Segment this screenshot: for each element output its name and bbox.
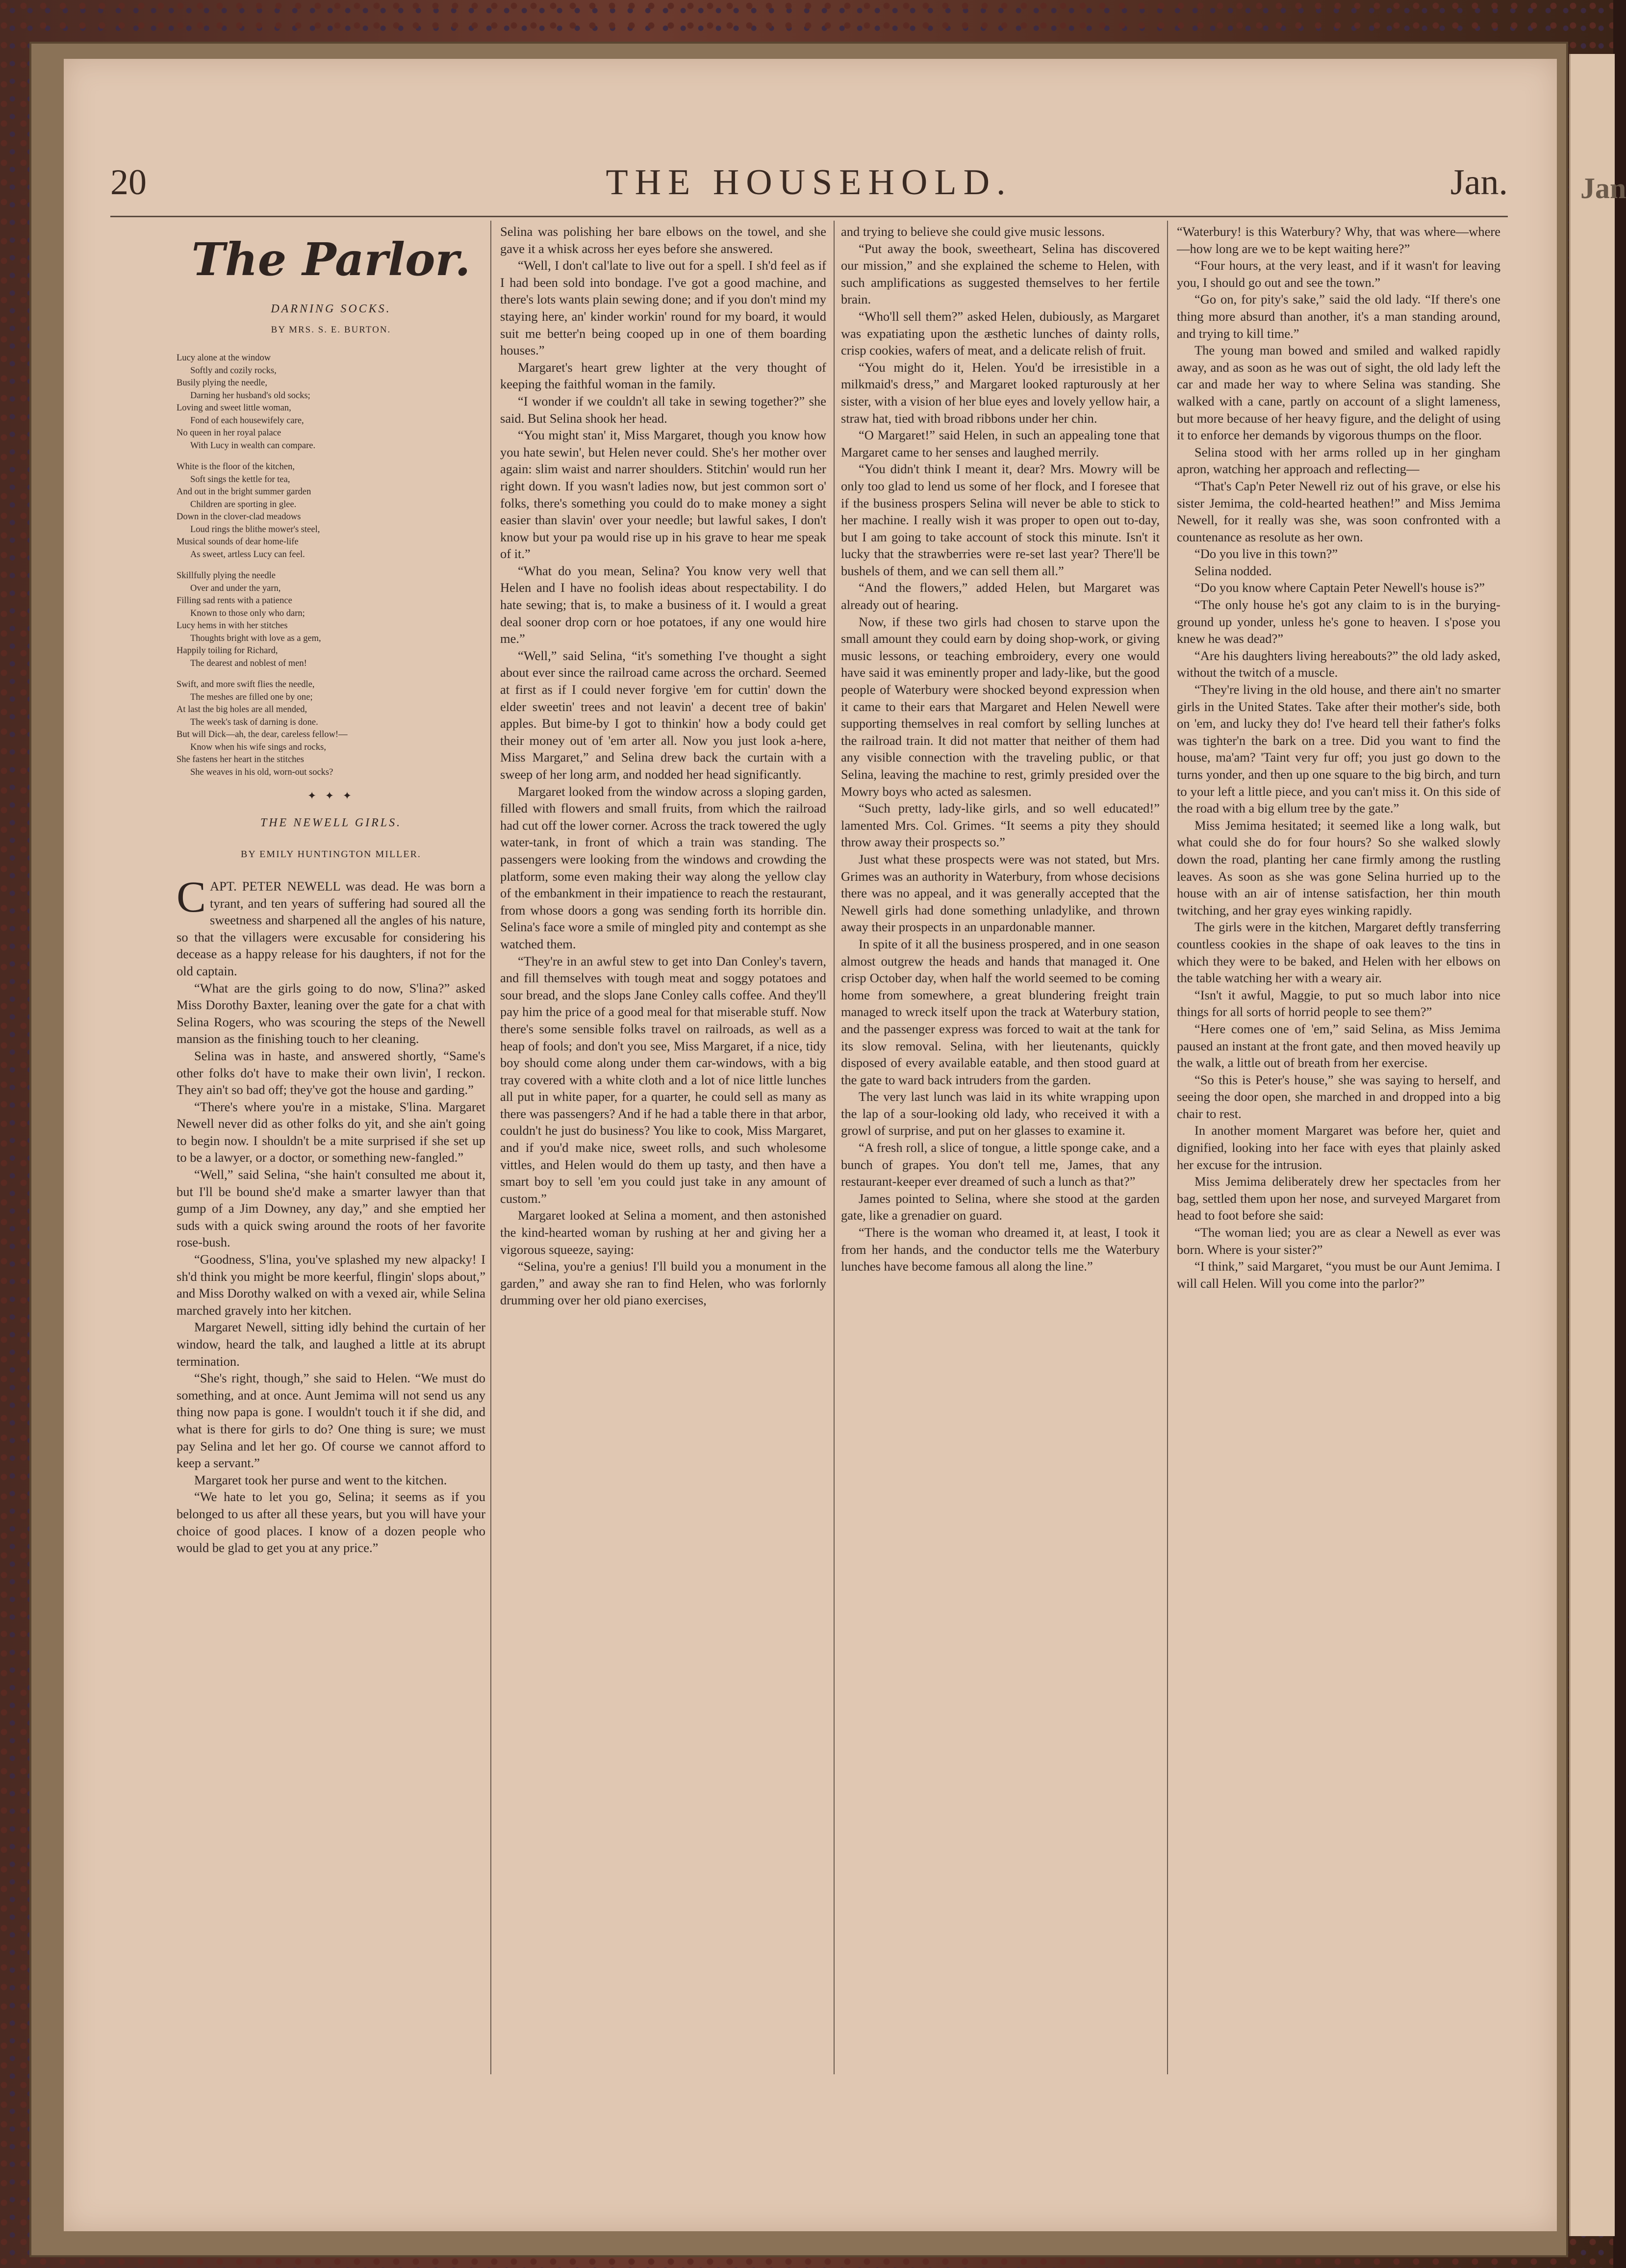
poem-body (177, 352, 485, 779)
paragraph: “That's Cap'n Peter Newell riz out of his grave, or else his sister Jemima, the cold-hearted heathen!” and Miss Jemima Newell, for it really was she, was soon confronted with a countenance as resolute as her own. (1177, 478, 1500, 544)
poem-line: Softly and cozily rocks, (190, 365, 277, 376)
poem-title: DARNING SOCKS. (271, 303, 391, 315)
paragraph: “What do you mean, Selina? You know very well that Helen and I have no foolish ideas about respectability. I do hate sewing; that is, to make a business of it. I would a great deal sooner drop corn or hoe potatoes, if any one would hire me.” (500, 563, 826, 646)
paragraph: “There's where you're in a mistake, S'lina. Margaret Newell never did as other folks do yit, and she ain't going to begin now. I shouldn't be a mite surprised if she set up to be a lawyer, or a doctor, or something new-fangled.” (177, 1099, 485, 1165)
column-divider (490, 221, 491, 2074)
paragraph: “Well, I don't cal'late to live out for a spell. I sh'd feel as if I had been sold into bondage. I've got a good machine, and there's lots wants plain sewing done; and if you don't mind my staying here, an' kinder workin' round for my board, it would suit me better'n being cooped up in one of them boarding houses.” (500, 258, 826, 358)
paragraph: “O Margaret!” said Helen, in such an appealing tone that Margaret came to her senses and laughed merrily. (841, 428, 1160, 459)
paragraph: “They're in an awful stew to get into Dan Conley's tavern, and fill themselves with tough meat and soggy potatoes and sour bread, and the slops Jane Conley calls coffee. And they'll pay him the price of a good meal for that miserable stuff. Now there's some sensible folks travel on railroads, as well as a heap of fools; and don't you see, Miss Margaret, if a nice, tidy boy should come along under them car-windows, with a big tray covered with a white cloth and a lot of nice little lunches all put in white paper, for a quarter, he could sell as many as there was passengers? And if he had a table there in that arbor, couldn't he just do business? You like to cook, Miss Margaret, and if you'd make nice, sweet rolls, and such wholesome vittles, and Helen would do them up tasty, and then have a smart boy to sell 'em you could just take in any amount of custom.” (500, 953, 826, 1206)
paragraph: Margaret's heart grew lighter at the very thought of keeping the faithful woman in the family. (500, 359, 826, 392)
paragraph: Just what these prospects were was not stated, but Mrs. Grimes was an authority in Waterbury, from whose decisions there was no appeal, and it was generally accepted that the Newell girls had done something unladylike, and thrown away their prospects in an unpardonable manner. (841, 851, 1160, 935)
paragraph: “What are the girls going to do now, S'lina?” asked Miss Dorothy Baxter, leaning over the gate for a chat with Selina Rogers, who was scouring the steps of the Newell mansion as the finishing touch to her cleaning. (177, 980, 485, 1046)
paragraph: Miss Jemima deliberately drew her spectacles from her bag, settled them upon her nose, and surveyed Margaret from head to foot before she said: (1177, 1174, 1500, 1223)
paragraph: The very last lunch was laid in its white wrapping upon the lap of a sour-looking old lady, who received it with a growl of surprise, and put on her glasses to examine it. (841, 1089, 1160, 1138)
poem-line: Skillfully plying the needle (177, 571, 276, 581)
poem-line: Fond of each housewifely care, (190, 415, 304, 426)
column-4 (1177, 223, 1500, 1292)
poem-line: The meshes are filled one by one; (190, 692, 313, 702)
poem-line: Children are sporting in glee. (190, 499, 297, 510)
poem-line: And out in the bright summer garden (177, 487, 311, 497)
poem-line: Over and under the yarn, (190, 583, 281, 593)
paragraph: “Go on, for pity's sake,” said the old lady. “If there's one thing more absurd than another, it's a man standing around, and trying to kill time.” (1177, 292, 1500, 341)
paragraph: and trying to believe she could give music lessons. (841, 224, 1105, 239)
poem-line: Loud rings the blithe mower's steel, (190, 524, 320, 535)
poem-stanza (177, 570, 485, 670)
poem-line: Darning her husband's old socks; (190, 390, 310, 401)
paragraph: Selina was in haste, and answered shortly, “Same's other folks do't have to make their own livin', I reckon. They ain't so bad off; they've got the house and garding.” (177, 1048, 485, 1097)
paragraph: “Such pretty, lady-like girls, and so well educated!” lamented Mrs. Col. Grimes. “It seems a pity they should throw away their prospects so.” (841, 801, 1160, 850)
paragraph: In another moment Margaret was before her, quiet and dignified, looking into her face with eyes that plainly asked her excuse for the intrusion. (1177, 1123, 1500, 1172)
paragraph: Selina was polishing her bare elbows on the towel, and she gave it a whisk across her eyes before she answered. (500, 224, 826, 256)
poem-line: Musical sounds of dear home-life (177, 537, 299, 547)
poem-line: At last the big holes are all mended, (177, 705, 307, 715)
poem-line: Lucy alone at the window (177, 353, 271, 363)
paragraph: “Are his daughters living hereabouts?” the old lady asked, without the twitch of a muscle. (1177, 648, 1500, 680)
column-divider (1167, 221, 1168, 2074)
paragraph: “You might do it, Helen. You'd be irresistible in a milkmaid's dress,” and Margaret looked rapturously at her sister, with a vision of her blue eyes and lovely yellow hair, a straw hat, tied with broad ribbons under her chin. (841, 359, 1160, 426)
paragraph: “The woman lied; you are as clear a Newell as ever was born. Where is your sister?” (1177, 1225, 1500, 1257)
story-title: THE NEWELL GIRLS. (260, 816, 402, 829)
poem-author: BY MRS. S. E. BURTON. (271, 324, 391, 335)
story-author: BY EMILY HUNTINGTON MILLER. (241, 849, 421, 860)
poem-line: White is the floor of the kitchen, (177, 462, 295, 472)
paragraph (177, 872, 485, 980)
poem-line: But will Dick—ah, the dear, careless fellow!— (177, 730, 348, 740)
column-3 (841, 223, 1160, 1275)
paragraph: “They're living in the old house, and there ain't no smarter girls in the United States. Take after their mother's side, both on 'em, and lucky they do! I've heard tell their father's folks was tighter'n the bark on a tree. Did you want to find the house, ma'am? 'Taint very fur off; you just go down to the turns yonder, and then up one square to the big birch, and turn to your left a little piece, and you can't miss it. On this side of the road with a big ellum tree by the gate.” (1177, 682, 1500, 816)
poem-line: She fastens her heart in the stitches (177, 755, 304, 765)
paragraph: “A fresh roll, a slice of tongue, a little sponge cake, and a bunch of grapes. You don't tell me, James, that any restaurant-keeper ever dreamed of such a lunch as that?” (841, 1140, 1160, 1189)
paragraph: Miss Jemima hesitated; it seemed like a long walk, but what could she do for four hours? So she walked slowly down the road, planting her cane firmly among the rustling leaves. As soon as she was gone Selina hurried up to the house with an air of intense satisfaction, her thin mouth twitching, and her gray eyes winking rapidly. (1177, 817, 1500, 917)
paragraph: “She's right, though,” she said to Helen. “We must do something, and at once. Aunt Jemima will not send us any thing now papa is gone. I wouldn't touch it if she did, and what is there for girls to do? One thing is sure; we must pay Selina and let her go. Of course we cannot afford to keep a servant.” (177, 1371, 485, 1471)
paragraph: “There is the woman who dreamed it, at least, I took it from her hands, and the conductor tells me the Waterbury lunches have become famous all along the line.” (841, 1225, 1160, 1274)
poem-line: Swift, and more swift flies the needle, (177, 680, 315, 690)
paragraph: “Selina, you're a genius! I'll build you a monument in the garden,” and away she ran to find Helen, who was forlornly drumming over her old piano exercises, (500, 1259, 826, 1308)
poem-line: Soft sings the kettle for tea, (190, 474, 290, 484)
masthead-title: THE HOUSEHOLD. (606, 162, 1013, 203)
poem-line: She weaves in his old, worn-out socks? (190, 767, 333, 777)
paragraph: “Well,” said Selina, “she hain't consulted me about it, but I'll be bound she'd make a smarter lawyer than that gump of a Jim Downey, any day,” and she emptied her suds with a quick swing around the roots of her favorite rose-bush. (177, 1167, 485, 1250)
page-header (110, 162, 1508, 206)
paragraph: Margaret looked from the window across a sloping garden, filled with flowers and small fruits, from which the railroad had cut off the lower corner. Across the track towered the ugly water-tank, in front of which a train was standing. The passengers were looking from the windows and crowding the platform, some even making their way along the yellow clay of the embankment in their impatience to reach the restaurant, from whose doors a gong was sending forth its horrible din. Selina's face wore a smile of mingled pity and contempt as she watched them. (500, 784, 826, 951)
header-rule (110, 216, 1508, 217)
paragraph: “Here comes one of 'em,” said Selina, as Miss Jemima paused an instant at the front gate, and then moved heavily up the walk, a little out of breath from her exercise. (1177, 1021, 1500, 1070)
paragraph: “Waterbury! is this Waterbury? Why, that was where—where—how long are we to be kept waiting here?” (1177, 224, 1500, 256)
poem-line: Busily plying the needle, (177, 378, 267, 388)
poem-line: Loving and sweet little woman, (177, 403, 291, 413)
column-1-text (177, 872, 485, 1556)
poem-line: Thoughts bright with love as a gem, (190, 633, 321, 643)
paragraph: “Do you know where Captain Peter Newell's house is?” (1194, 580, 1485, 595)
paragraph: “Well,” said Selina, “it's something I've thought a sight about ever since the railroad came across the orchard. Seemed at first as if I could never forgive 'em for cuttin' down the elder sweetin' trees and not leavin' a decent tree of bakin' apples. But bime-by I got to thinkin' how a body could get their money out of 'em arter all. Now you just look a-here, Miss Margaret,” and Selina drew back the curtain with a sweep of her long arm, and nodded her head significantly. (500, 648, 826, 782)
paragraph: Margaret Newell, sitting idly behind the curtain of her window, heard the talk, and laughed a little at its abrupt termination. (177, 1320, 485, 1369)
paragraph: “You might stan' it, Miss Margaret, though you know how you hate sewin', but Helen never could. She's her mother over again: slim waist and narrer shoulders. Stitchin' would run her right down. If you wasn't ladies now, but jest common sort o' folks, there's something you could do to make money a sight easier than slavin' over your needle; but lawful sakes, I don't know but your pa would rise up in his grave to hear me speak of it.” (500, 428, 826, 561)
column-2 (500, 223, 826, 1309)
poem-line: With Lucy in wealth can compare. (190, 440, 316, 451)
paragraph: “I think,” said Margaret, “you must be our Aunt Jemima. I will call Helen. Will you come into the parlor?” (1177, 1259, 1500, 1291)
paragraph: “Isn't it awful, Maggie, to put so much labor into nice things for all sorts of horrid people to see them?” (1177, 987, 1500, 1019)
next-page-edge (1569, 54, 1626, 2236)
paragraph: “Do you live in this town?” (1194, 546, 1338, 561)
paragraph: James pointed to Selina, where she stood at the garden gate, like a grenadier on guard. (841, 1191, 1160, 1223)
paragraph: “Put away the book, sweetheart, Selina has discovered our mission,” and she explained the scheme to Helen, with such amplifications as suggested themselves to her fertile brain. (841, 241, 1160, 307)
paragraph: Selina stood with her arms rolled up in her gingham apron, watching her approach and reflecting— (1177, 444, 1500, 477)
poem-line: Know when his wife sings and rocks, (190, 742, 326, 752)
paragraph: “So this is Peter's house,” she was saying to herself, and seeing the door open, she marched in and dropped into a big chair to rest. (1177, 1072, 1500, 1121)
next-page-fragment: Jan (1580, 172, 1626, 204)
paragraph: The girls were in the kitchen, Margaret deftly transferring countless cookies in the shape of oak leaves to the tins in which they were to be baked, and Helen with her elbows on the table watching her with a weary air. (1177, 919, 1500, 986)
paragraph: “The only house he's got any claim to is in the burying-ground up yonder, unless he's gone to heaven. I s'pose you knew he was dead?” (1177, 597, 1500, 646)
issue-month: Jan. (1450, 162, 1508, 203)
ornament-divider: ✦ ✦ ✦ (307, 790, 355, 802)
poem-line: Known to those only who darn; (190, 608, 305, 618)
poem-stanza (177, 352, 485, 452)
section-title: The Parlor. (191, 233, 471, 286)
column-1 (177, 223, 485, 1556)
paragraph: “We hate to let you go, Selina; it seems as if you belonged to us after all these years, but you will have your choice of good places. I know of a dozen people who would be glad to get you at any price.” (177, 1489, 485, 1555)
paragraph: “I wonder if we couldn't all take in sewing together?” she said. But Selina shook her head. (500, 393, 826, 426)
paragraph-text: APT. PETER NEWELL was dead. He was born a tyrant, and ten years of suffering had soured all the sweetness and sharpened all the angles of his nature, so that the villagers were excusable for considering his decease as a happy release for his daughters, if not for the old captain. (177, 878, 485, 978)
drop-cap: C (177, 872, 206, 921)
paragraph: “Who'll sell them?” asked Helen, dubiously, as Margaret was expatiating upon the æsthetic lunches of dainty rolls, crisp cookies, wafers of meat, and a delicate relish of fruit. (841, 308, 1160, 358)
paragraph: “You didn't think I meant it, dear? Mrs. Mowry will be only too glad to lend us some of her flock, and I foresee that if the business prospers Selina will never be able to stick to her machine. I really wish it was proper to open out to-day, but I am going to take account of stock this minute. Isn't it lucky that the strawberries were re-set last year? There'll be bushels of them, and we can sell them all.” (841, 461, 1160, 578)
poem-line: Down in the clover-clad meadows (177, 512, 301, 522)
poem-line: The dearest and noblest of men! (190, 658, 307, 668)
paragraph: Margaret took her purse and went to the kitchen. (194, 1472, 447, 1487)
poem-line: As sweet, artless Lucy can feel. (190, 549, 305, 560)
page-number: 20 (110, 162, 147, 203)
poem-line: Filling sad rents with a patience (177, 596, 292, 606)
paragraph: “Goodness, S'lina, you've splashed my new alpacky! I sh'd think you might be more keerful, flingin' slops about,” and Miss Dorothy walked on with a vexed air, while Selina marched gravely into her kitchen. (177, 1252, 485, 1318)
paragraph: Margaret looked at Selina a moment, and then astonished the kind-hearted woman by rushing at her and giving her a vigorous squeeze, saying: (500, 1208, 826, 1257)
poem-stanza (177, 679, 485, 779)
column-divider (834, 221, 835, 2074)
poem-line: The week's task of darning is done. (190, 717, 318, 727)
poem-line: Happily toiling for Richard, (177, 646, 278, 656)
paragraph: “And the flowers,” added Helen, but Margaret was already out of hearing. (841, 580, 1160, 612)
paragraph: The young man bowed and smiled and walked rapidly away, and as soon as he was out of sight, the old lady left the car and made her way to where Selina was standing. She walked with a cane, partly on account of a slight lameness, but more because of her heavy figure, and the delight of using it to enforce her demands by vigorous thumps on the floor. (1177, 343, 1500, 443)
paragraph: Selina nodded. (1194, 563, 1272, 578)
paragraph: “Four hours, at the very least, and if it wasn't for leaving you, I should go out and see the town.” (1177, 258, 1500, 290)
paragraph: In spite of it all the business prospered, and in one season almost outgrew the heads and hands that managed it. One crisp October day, when half the world seemed to be coming home from somewhere, a great blundering freight train managed to wreck itself upon the track at Waterbury station, and the passenger express was forced to wait at the tank for its slow removal. Selina, with her lieutenants, quickly disposed of every available eatable, and then stood guard at the gate to ward back intruders from the garden. (841, 936, 1160, 1087)
poem-line: No queen in her royal palace (177, 428, 281, 438)
poem-line: Lucy hems in with her stitches (177, 621, 288, 631)
paragraph: Now, if these two girls had chosen to starve upon the small amount they could earn by doing shop-work, or giving music lessons, or teaching embroidery, every one would have said it was eminently proper and lady-like, but the good people of Waterbury were shocked beyond expression when it came to their ears that Margaret and Helen Newell were supporting themselves in real comfort by selling lunches at the railroad train. It did not matter that neither of them had any visible connection with the traveling public, or that Selina, leaving the machine to rest, grimly presided over the Mowry boys who acted as salesmen. (841, 614, 1160, 799)
poem-stanza (177, 461, 485, 561)
